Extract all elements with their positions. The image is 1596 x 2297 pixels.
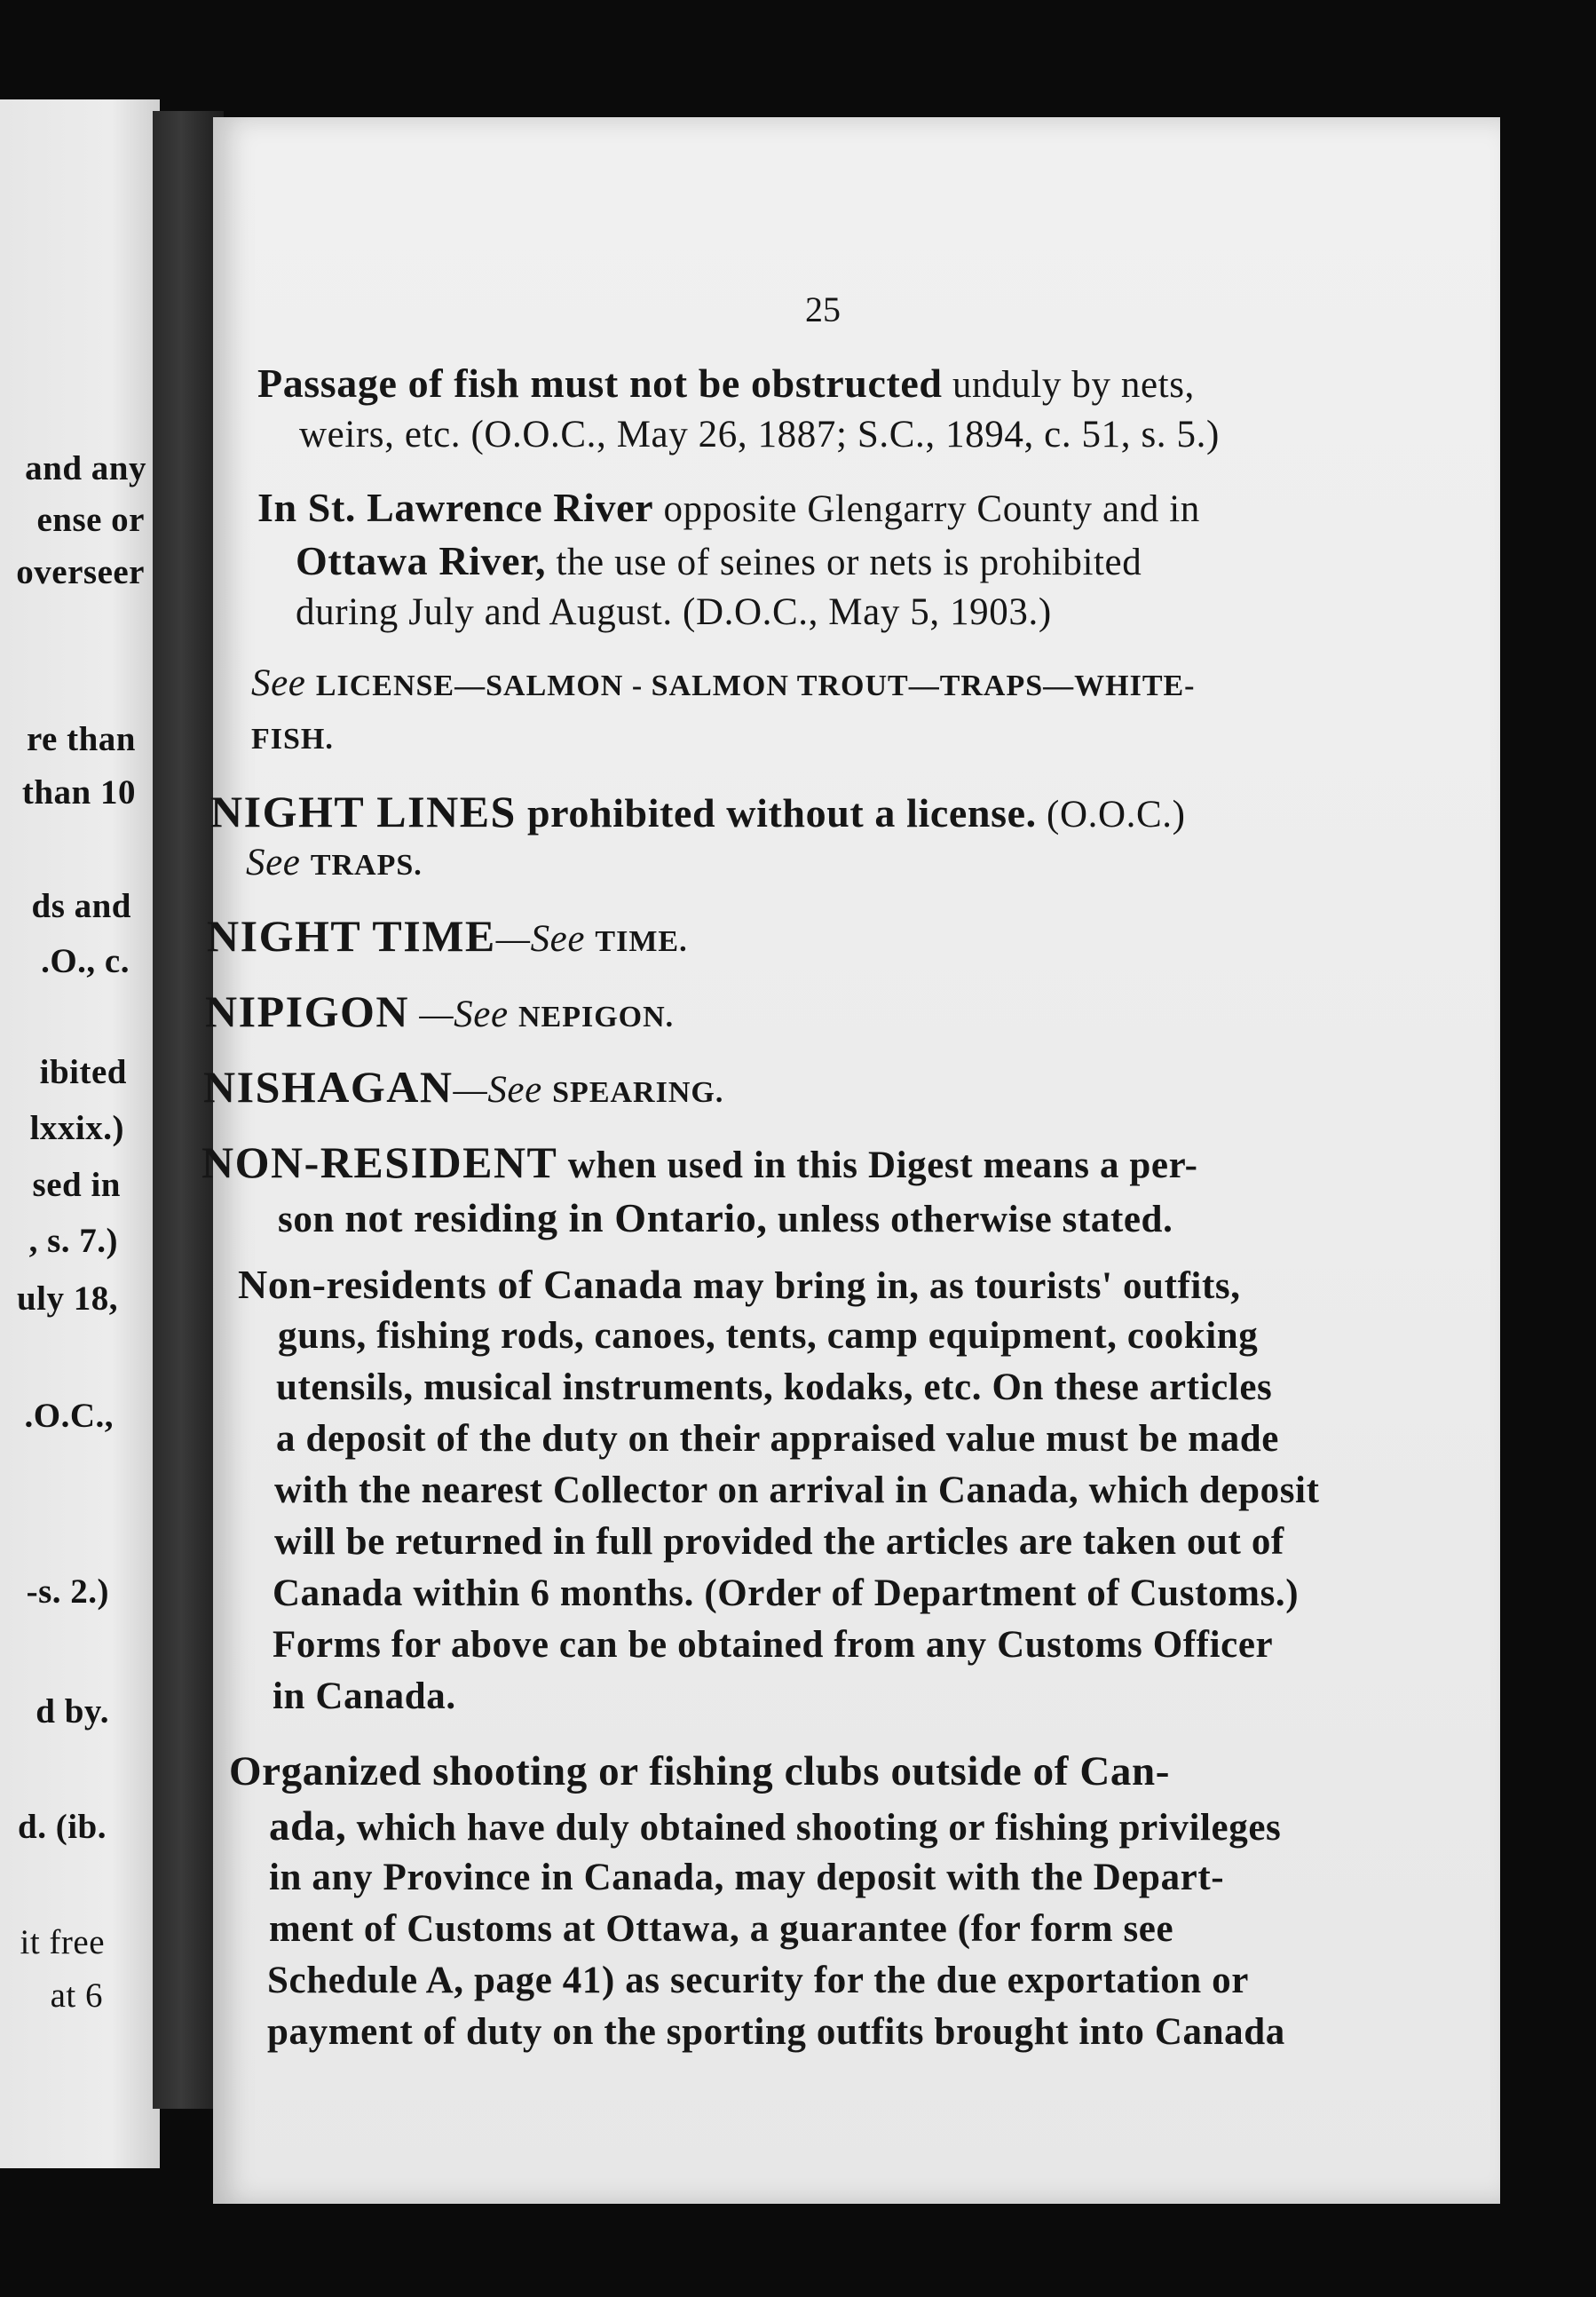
- entry-heading: NIGHT LINES: [210, 787, 517, 836]
- see-label: See: [246, 842, 311, 883]
- see-refs: TRAPS.: [310, 849, 423, 882]
- entry-line: ment of Customs at Ottawa, a guarantee (for form see: [269, 1908, 1174, 1950]
- entry-line: [278, 1194, 1173, 1241]
- entry-line: weirs, etc. (O.O.C., May 26, 1887; S.C., 1894, c. 51, s. 5.): [299, 414, 1220, 455]
- entry-text: may bring in, as tourists' outfits,: [683, 1265, 1241, 1307]
- entry-heading: Ottawa River,: [296, 538, 547, 583]
- page-number: 25: [805, 289, 841, 329]
- entry-line: will be returned in full provided the articles are taken out of: [274, 1521, 1284, 1563]
- entry-line: in Canada.: [273, 1675, 456, 1717]
- entry-citation: (O.O.C.): [1036, 794, 1186, 836]
- entry-text: opposite Glengarry County and in: [653, 488, 1200, 530]
- see-label: —See: [408, 994, 518, 1035]
- left-fragment: -s. 2.): [26, 1572, 109, 1611]
- entry-heading: NON-RESIDENT: [201, 1137, 558, 1187]
- see-label: —See: [495, 918, 596, 960]
- entry-line: Forms for above can be obtained from any Customs Officer: [273, 1624, 1274, 1666]
- left-fragment: ense or: [36, 501, 145, 539]
- entry-line: payment of duty on the sporting outfits brought into Canada: [267, 2011, 1285, 2053]
- left-fragment: and any: [25, 449, 146, 487]
- left-fragment: it free: [20, 1923, 105, 1961]
- see-label: See: [251, 662, 316, 704]
- entry-line: utensils, musical instruments, kodaks, etc. On these articles: [276, 1366, 1273, 1408]
- entry-text: unduly by nets,: [942, 364, 1195, 406]
- entry-text: son: [278, 1199, 345, 1240]
- entry-line: Canada within 6 months. (Order of Department of Customs.): [273, 1572, 1300, 1614]
- see-reference-cont: [251, 715, 334, 758]
- left-fragment: ibited: [39, 1053, 127, 1091]
- see-reference: [251, 661, 1196, 705]
- entry-organized-clubs: [229, 1747, 1170, 1795]
- entry-line: during July and August. (D.O.C., May 5, 1903.): [296, 591, 1052, 633]
- entry-heading: Organized shooting or fishing clubs outside of Can-: [229, 1748, 1170, 1794]
- entry-heading: NIGHT TIME: [207, 911, 496, 961]
- entry-line: guns, fishing rods, canoes, tents, camp equipment, cooking: [278, 1315, 1259, 1357]
- see-label: —See: [453, 1069, 553, 1111]
- entry-line: a deposit of the duty on their appraised value must be made: [276, 1418, 1279, 1460]
- entry-line: Schedule A, page 41) as security for the due exportation or: [267, 1960, 1249, 2001]
- left-fragment: d. (ib.: [18, 1808, 107, 1846]
- entry-heading: In St. Lawrence River: [257, 485, 654, 530]
- left-fragment: lxxix.): [29, 1109, 124, 1147]
- see-refs: TIME.: [595, 925, 688, 958]
- entry-non-resident: [201, 1137, 1198, 1188]
- entry-line: with the nearest Collector on arrival in Canada, which deposit: [274, 1469, 1320, 1511]
- left-fragment: uly 18,: [16, 1279, 118, 1318]
- entry-line: [269, 1802, 1281, 1850]
- left-fragment: .O.C.,: [24, 1397, 114, 1435]
- entry-night-lines: [210, 786, 1186, 837]
- entry-heading: NIPIGON: [205, 986, 409, 1036]
- entry-text: the use of seines or nets is prohibited: [546, 542, 1142, 583]
- entry-text: which have duly obtained shooting or fishing privileges: [346, 1807, 1282, 1849]
- entry-emphasis: not residing in Ontario,: [344, 1195, 768, 1240]
- left-fragment: than 10: [21, 773, 136, 812]
- entry-heading: Passage of fish must not be obstructed: [257, 360, 943, 406]
- entry-line: [296, 537, 1142, 584]
- entry-heading: ada,: [269, 1803, 347, 1849]
- see-refs: NEPIGON.: [518, 1001, 675, 1034]
- entry-st-lawrence: [257, 484, 1200, 531]
- left-fragment: d by.: [36, 1692, 109, 1731]
- entry-text: prohibited without a license.: [516, 790, 1037, 836]
- see-refs: FISH.: [251, 723, 334, 756]
- left-fragment: at 6: [50, 1976, 103, 2015]
- entry-text: unless otherwise stated.: [767, 1199, 1173, 1240]
- left-fragment: , s. 7.): [28, 1222, 118, 1260]
- left-fragment: sed in: [32, 1166, 121, 1204]
- see-refs: LICENSE—SALMON - SALMON TROUT—TRAPS—WHITE-: [315, 669, 1196, 702]
- entry-nishagan: [203, 1061, 723, 1113]
- entry-night-time: [207, 910, 688, 962]
- entry-heading: Non-residents of Canada: [238, 1262, 683, 1307]
- see-reference: [246, 841, 423, 884]
- entry-text: when used in this Digest means a per-: [557, 1145, 1198, 1186]
- entry-passage-of-fish: [257, 360, 1195, 407]
- entry-line: in any Province in Canada, may deposit with the Depart-: [269, 1857, 1225, 1898]
- left-fragment: re than: [26, 720, 136, 758]
- left-fragment: .O., c.: [41, 942, 130, 980]
- left-fragment: overseer: [16, 553, 145, 591]
- left-fragment: ds and: [31, 887, 131, 925]
- entry-nipigon: [205, 986, 674, 1037]
- entry-heading: NISHAGAN: [203, 1062, 454, 1112]
- entry-non-residents-canada: [238, 1261, 1241, 1308]
- see-refs: SPEARING.: [552, 1076, 724, 1109]
